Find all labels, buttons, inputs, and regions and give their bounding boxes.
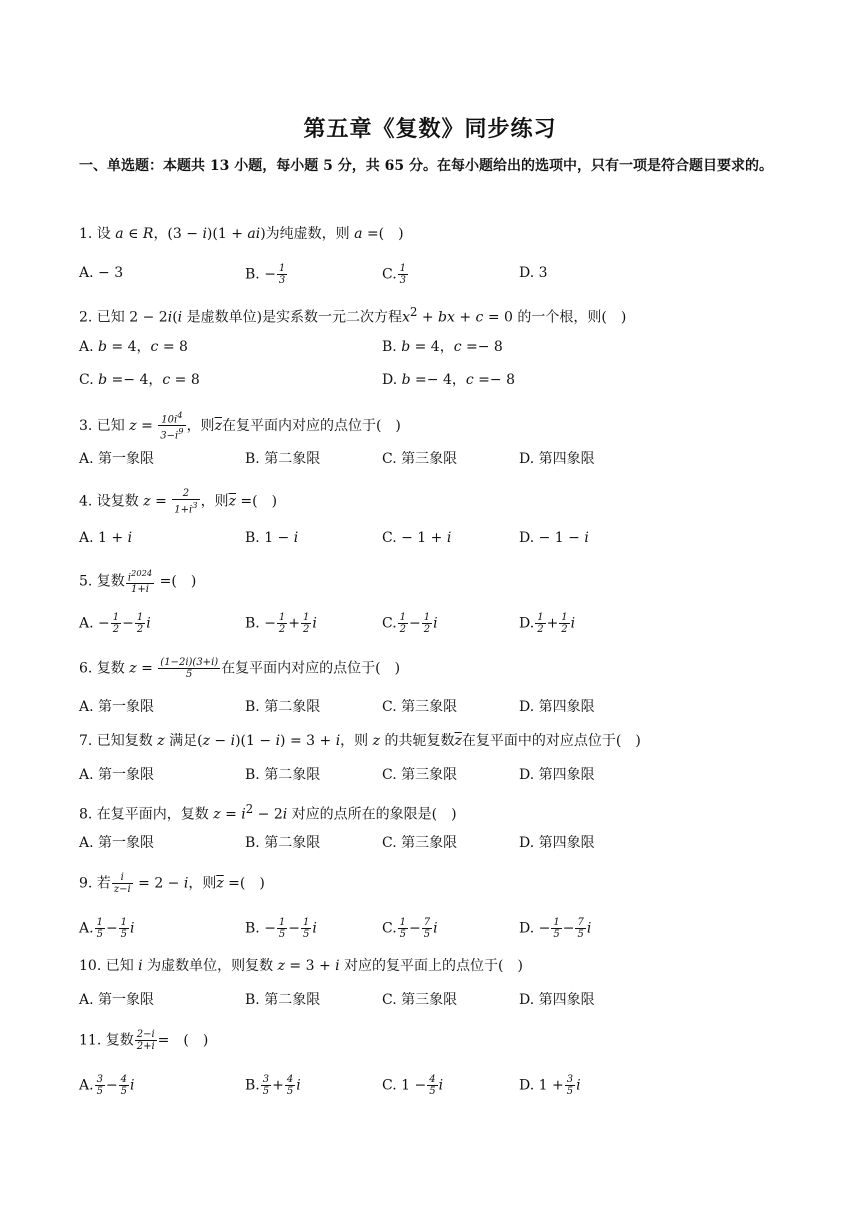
q7-option-c: C. 第三象限 bbox=[382, 767, 458, 783]
q5-option-c: C. $\frac{1}{2}$ − $\frac{1}{2}$ i bbox=[382, 612, 438, 635]
q3-option-d: D. 第四象限 bbox=[519, 451, 595, 467]
section-heading: 一、单选题：本题共 13 小题，每小题 5 分，共 65 分。在每小题给出的选项中，只有一项是符合题目要求的。 bbox=[79, 158, 773, 174]
q7-option-b: B. 第二象限 bbox=[245, 767, 321, 783]
q10-option-a: A. 第一象限 bbox=[79, 992, 155, 1008]
q8-option-a: A. 第一象限 bbox=[79, 835, 155, 851]
q8-option-c: C. 第三象限 bbox=[382, 835, 458, 851]
q9-option-b: B. − $\frac{1}{5}$ − $\frac{1}{5}$ i bbox=[245, 917, 317, 940]
q6-option-c: C. 第三象限 bbox=[382, 699, 458, 715]
question-3: 3. 已知 z = $\frac{10i^4}{3-i^9}$ ，则$\overline{z}$在复平面内对应的点位于( ) bbox=[79, 410, 401, 442]
q6-option-a: A. 第一象限 bbox=[79, 699, 155, 715]
q1-option-c: C. $\frac{1}{3}$ bbox=[382, 263, 407, 286]
q1-option-d: D. 3 bbox=[519, 265, 548, 281]
q9-option-c: C. $\frac{1}{5}$ − $\frac{7}{5}$ i bbox=[382, 917, 438, 940]
question-4: 4. 设复数 z = $\frac{2}{1+i^3}$ ，则$\overline{z}$ =( ) bbox=[79, 488, 278, 516]
q10-option-b: B. 第二象限 bbox=[245, 992, 321, 1008]
q3-option-a: A. 第一象限 bbox=[79, 451, 155, 467]
page-title: 第五章《复数》同步练习 bbox=[303, 116, 557, 142]
question-11: 11. 复数 $\frac{2-i}{2+i}$ = ( ) bbox=[79, 1029, 209, 1052]
q4-option-a: A. 1 + i bbox=[79, 530, 133, 546]
q1-option-a: A. − 3 bbox=[79, 265, 124, 281]
q11-option-d: D. 1 + $\frac{3}{5}$ i bbox=[519, 1074, 581, 1097]
q8-option-d: D. 第四象限 bbox=[519, 835, 595, 851]
q6-option-d: D. 第四象限 bbox=[519, 699, 595, 715]
question-10: 10. 已知 i 为虚数单位，则复数 z = 3 + i 对应的复平面上的点位于( ) bbox=[79, 958, 523, 974]
question-7: 7. 已知复数 z 满足(z − i)(1 − i) = 3 + i，则 z 的共轭复数$\overline{z}$在复平面中的对应点位于( ) bbox=[79, 733, 641, 749]
q2-option-d: D. b =− 4，c =− 8 bbox=[382, 372, 516, 388]
q2-option-a: A. b = 4，c = 8 bbox=[79, 339, 188, 355]
q10-option-d: D. 第四象限 bbox=[519, 992, 595, 1008]
q10-option-c: C. 第三象限 bbox=[382, 992, 458, 1008]
q9-option-a: A. $\frac{1}{5}$ − $\frac{1}{5}$ i bbox=[79, 917, 135, 940]
q1-option-b: B. − $\frac{1}{3}$ bbox=[245, 263, 286, 286]
q2-option-b: B. b = 4，c =− 8 bbox=[382, 339, 503, 355]
question-5: 5. 复数 $\frac{i^{2024}}{1+i}$ =( ) bbox=[79, 568, 197, 596]
question-9: 9. 若 $\frac{i}{z-i}$ = 2 − i，则$\overline{z}$ =( ) bbox=[79, 872, 265, 895]
q4-option-b: B. 1 − i bbox=[245, 530, 299, 546]
q9-option-d: D. − $\frac{1}{5}$ − $\frac{7}{5}$ i bbox=[519, 917, 592, 940]
q5-option-a: A. − $\frac{1}{2}$ − $\frac{1}{2}$ i bbox=[79, 612, 151, 635]
q7-option-d: D. 第四象限 bbox=[519, 767, 595, 783]
question-1: 1. 设 a ∈ R，(3 − i)(1 + ai)为纯虚数，则 a =( ) bbox=[79, 226, 404, 242]
q11-option-b: B. $\frac{3}{5}$ + $\frac{4}{5}$ i bbox=[245, 1074, 301, 1097]
question-2: 2. 已知 2 − 2i(i 是虚数单位)是实系数一元二次方程$x^2$ + bx + c = 0 的一个根，则( ) bbox=[79, 305, 627, 326]
q8-option-b: B. 第二象限 bbox=[245, 835, 321, 851]
q4-option-d: D. − 1 − i bbox=[519, 530, 589, 546]
q2-option-c: C. b =− 4，c = 8 bbox=[79, 372, 200, 388]
q3-option-c: C. 第三象限 bbox=[382, 451, 458, 467]
q3-option-b: B. 第二象限 bbox=[245, 451, 321, 467]
q11-option-a: A. $\frac{3}{5}$ − $\frac{4}{5}$ i bbox=[79, 1074, 135, 1097]
q7-option-a: A. 第一象限 bbox=[79, 767, 155, 783]
q5-option-b: B. − $\frac{1}{2}$ + $\frac{1}{2}$ i bbox=[245, 612, 317, 635]
question-8: 8. 在复平面内，复数 $z = i^2 - 2i$ 对应的点所在的象限是( ) bbox=[79, 802, 457, 823]
q4-option-c: C. − 1 + i bbox=[382, 530, 452, 546]
q5-option-d: D. $\frac{1}{2}$ + $\frac{1}{2}$ i bbox=[519, 612, 576, 635]
question-6: 6. 复数 z = $\frac{(1-2i)(3+i)}{5}$ 在复平面内对应的点位于( ) bbox=[79, 657, 401, 680]
q6-option-b: B. 第二象限 bbox=[245, 699, 321, 715]
q11-option-c: C. 1 − $\frac{4}{5}$ i bbox=[382, 1074, 444, 1097]
